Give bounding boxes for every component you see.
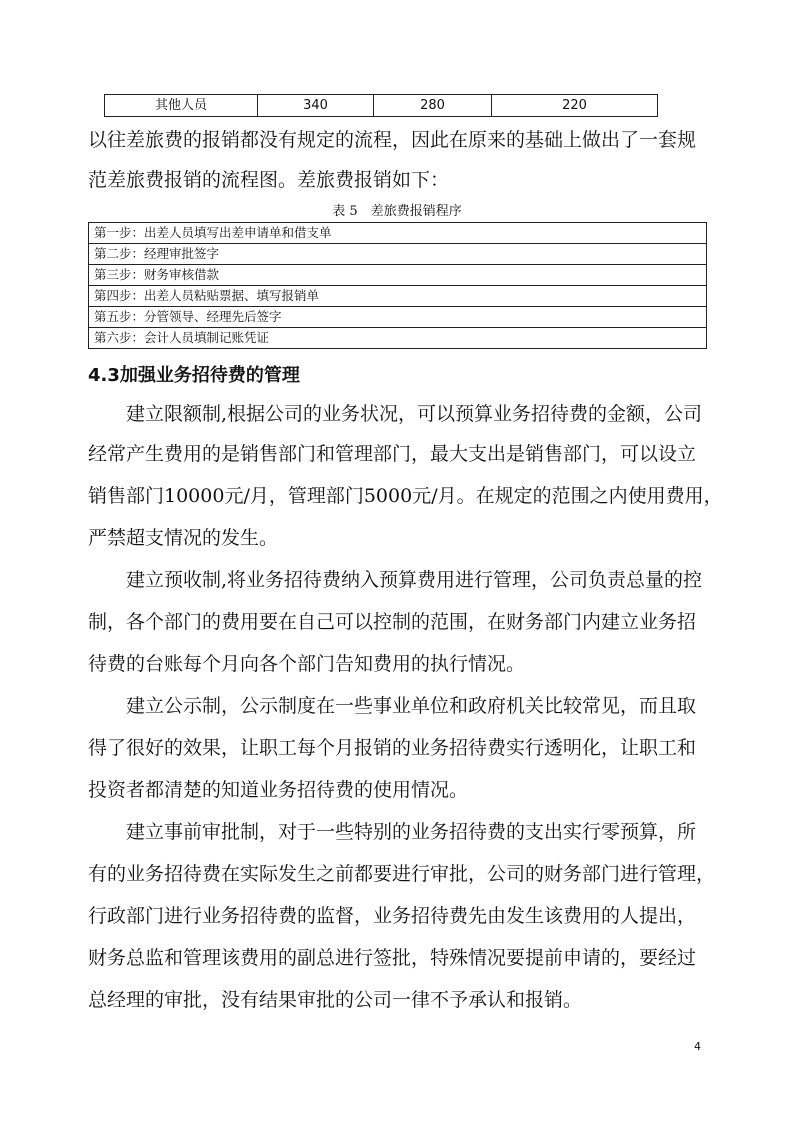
table-row	[89, 244, 707, 265]
table-cell-value: 220	[492, 95, 658, 117]
reimbursement-steps-table	[88, 222, 707, 349]
body-text-line: 待费的台账每个月向各个部门告知费用的执行情况。	[88, 653, 526, 675]
body-text-line: 行政部门进行业务招待费的监督，业务招待费先由发生该费用的人提出，	[88, 905, 697, 927]
body-text-line: 建立预收制,将业务招待费纳入预算费用进行管理，公司负责总量的控	[88, 569, 703, 591]
table-cell-category: 其他人员	[105, 95, 258, 117]
table-row	[89, 286, 707, 307]
table-row	[89, 223, 707, 244]
step-cell: 第五步：分管领导、经理先后签字	[89, 307, 707, 328]
table-cell-value: 340	[258, 95, 374, 117]
section-heading: 4.3加强业务招待费的管理	[88, 365, 300, 386]
table-cell-value: 280	[374, 95, 492, 117]
body-text-line: 有的业务招待费在实际发生之前都要进行审批，公司的财务部门进行管理，	[88, 863, 716, 885]
table-row	[89, 307, 707, 328]
body-text-line: 投资者都清楚的知道业务招待费的使用情况。	[88, 779, 469, 801]
table-row	[89, 328, 707, 349]
step-cell: 第六步：会计人员填制记账凭证	[89, 328, 707, 349]
step-cell: 第二步：经理审批签字	[89, 244, 707, 265]
table-row	[89, 265, 707, 286]
body-text-line: 建立限额制,根据公司的业务状况，可以预算业务招待费的金额，公司	[88, 403, 703, 425]
step-cell: 第三步：财务审核借款	[89, 265, 707, 286]
expense-table-fragment	[104, 94, 658, 117]
table-row	[105, 95, 658, 117]
body-text-line: 建立公示制，公示制度在一些事业单位和政府机关比较常见，而且取	[88, 695, 697, 717]
table-caption: 表 5 差旅费报销程序	[332, 204, 462, 219]
body-text-line: 财务总监和管理该费用的副总进行签批，特殊情况要提前申请的，要经过	[88, 947, 697, 969]
body-text-line: 制，各个部门的费用要在自己可以控制的范围，在财务部门内建立业务招	[88, 611, 697, 633]
page-number: 4	[694, 1040, 701, 1053]
body-text-line: 得了很好的效果，让职工每个月报销的业务招待费实行透明化，让职工和	[88, 737, 697, 759]
body-text-line: 以往差旅费的报销都没有规定的流程，因此在原来的基础上做出了一套规	[88, 129, 697, 151]
step-cell: 第一步：出差人员填写出差申请单和借支单	[89, 223, 707, 244]
body-text-line: 范差旅费报销的流程图。差旅费报销如下：	[88, 169, 450, 191]
body-text-line: 销售部门10000元/月，管理部门5000元/月。在规定的范围之内使用费用，	[88, 485, 723, 507]
body-text-line: 总经理的审批，没有结果审批的公司一律不予承认和报销。	[88, 989, 583, 1011]
step-cell: 第四步：出差人员粘贴票据、填写报销单	[89, 286, 707, 307]
body-text-line: 严禁超支情况的发生。	[88, 527, 279, 549]
body-text-line: 经常产生费用的是销售部门和管理部门，最大支出是销售部门，可以设立	[88, 443, 697, 465]
body-text-line: 建立事前审批制，对于一些特别的业务招待费的支出实行零预算，所	[88, 821, 697, 843]
